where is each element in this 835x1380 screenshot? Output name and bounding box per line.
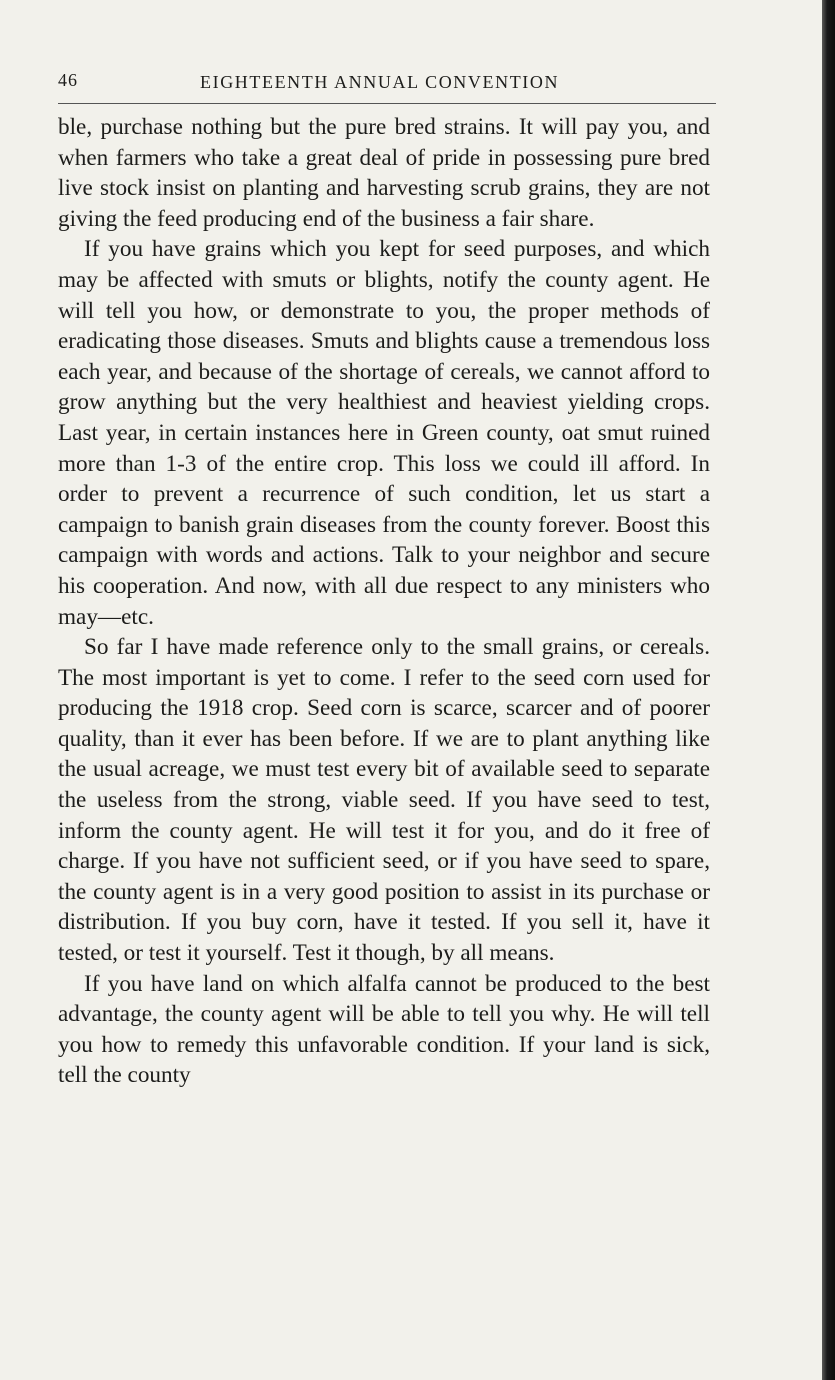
- page-header: [58, 70, 718, 102]
- header-rule: [58, 103, 716, 104]
- paragraph-3: So far I have made reference only to the small grains, or cereals. The most important is yet to come. I refer to the seed corn used for producing the 1918 crop. Seed corn is scarce, scarcer and of poorer quality, than it ever has been before. If we are to plant anything like the usual acreage, we must test every bit of available seed to separate the useless from the strong, viable seed. If you have seed to test, inform the county agent. He will test it for you, and do it free of charge. If you have not sufficient seed, or if you have seed to spare, the county agent is in a very good position to assist in its purchase or distribution. If you buy corn, have it tested. If you sell it, have it tested, or test it yourself. Test it though, by all means.: [58, 634, 710, 967]
- page-binding-edge: [822, 0, 835, 1380]
- paragraph-1: ble, purchase nothing but the pure bred strains. It will pay you, and when farmers who take a great deal of pride in possessing pure bred live stock insist on planting and harvesting scrub grains, they are not giving the feed producing end of the business a fair share.: [58, 114, 710, 232]
- page-number: 46: [58, 70, 78, 90]
- body-text: [58, 112, 710, 1091]
- paragraph-2: If you have grains which you kept for seed purposes, and which may be affected with smuts or blights, notify the county agent. He will tell you how, or demonstrate to you, the proper methods of eradicating those diseases. Smuts and blights cause a tremendous loss each year, and because of the shortage of cereals, we cannot afford to grow anything but the very healthiest and heaviest yielding crops. Last year, in certain instances here in Green county, oat smut ruined more than 1-3 of the entire crop. This loss we could ill afford. In order to prevent a recurrence of such condition, let us start a campaign to banish grain diseases from the county forever. Boost this campaign with words and actions. Talk to your neighbor and secure his cooperation. And now, with all due respect to any ministers who may—etc.: [58, 236, 710, 630]
- paragraph-4: If you have land on which alfalfa cannot be produced to the best advantage, the county agent will be able to tell you why. He will tell you how to remedy this unfavorable condition. If your land is sick, tell the county: [58, 970, 710, 1089]
- running-head: EIGHTEENTH ANNUAL CONVENTION: [200, 72, 560, 92]
